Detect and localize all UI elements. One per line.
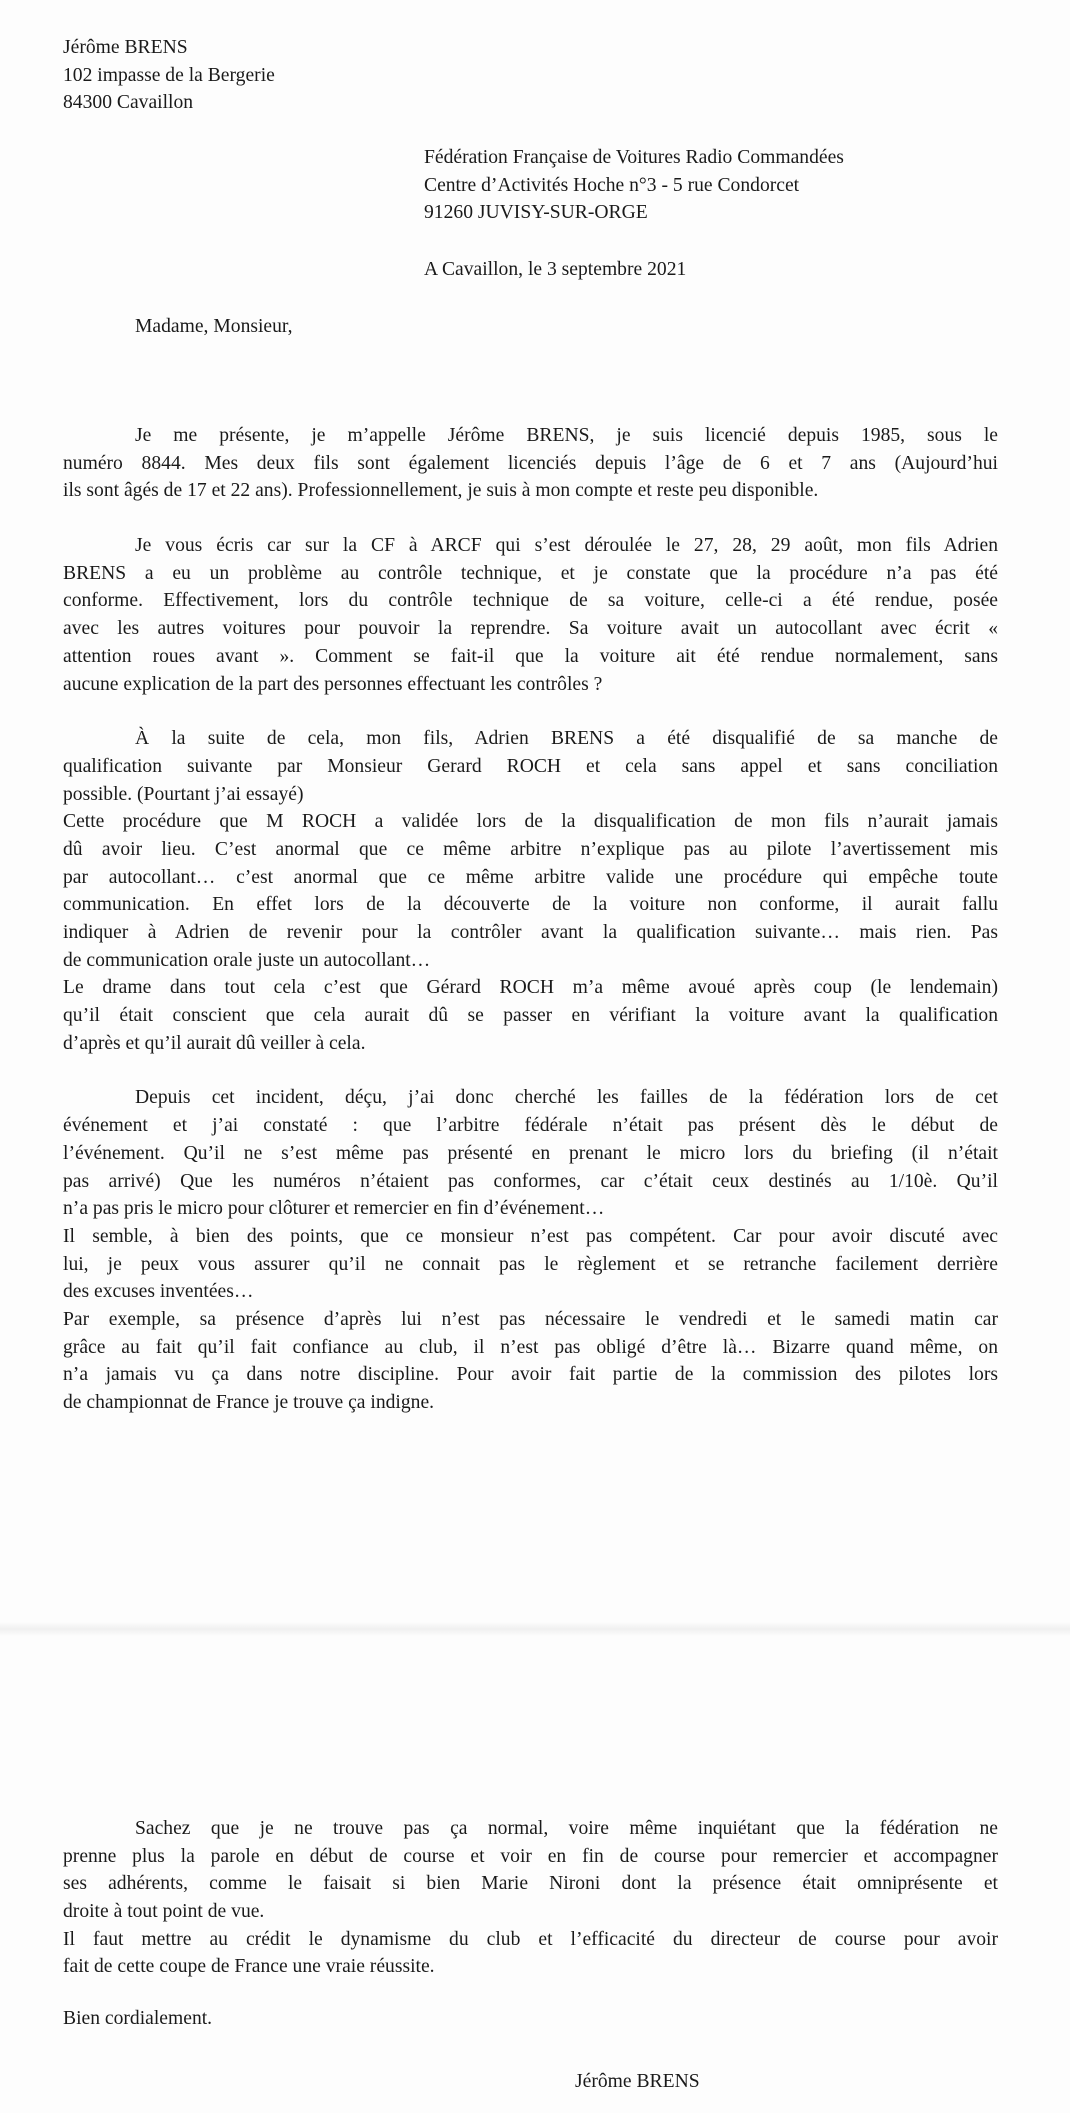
text-line: Par exemple, sa présence d’après lui n’est pas nécessaire le vendredi et le samedi matin car <box>63 1308 998 1330</box>
text-line: fait de cette coupe de France une vraie réussite. <box>63 1956 435 1978</box>
text-line: n’a pas pris le micro pour clôturer et remercier en fin d’événement… <box>63 1198 605 1220</box>
text-line: Je me présente, je m’appelle Jérôme BRENS, je suis licencié depuis 1985, sous le <box>135 425 998 446</box>
text-line: avec les autres voitures pour pouvoir la reprendre. Sa voiture avait un autocollant avec écrit « <box>63 618 998 640</box>
text-line: conforme. Effectivement, lors du contrôle technique de sa voiture, celle-ci a été rendue, posée <box>63 590 998 612</box>
text-line: ses adhérents, comme le faisait si bien Marie Nironi dont la présence était omniprésente et <box>63 1873 998 1895</box>
text-line: d’après et qu’il aurait dû veiller à cela. <box>63 1032 366 1054</box>
paragraph <box>63 422 998 505</box>
recipient-street: Centre d’Activités Hoche n°3 - 5 rue Condorcet <box>424 174 800 196</box>
paragraph <box>63 974 998 1057</box>
text-line: pas arrivé) Que les numéros n’étaient pas conformes, car c’était ceux destinés au 1/10è. Qu’il <box>63 1170 998 1192</box>
recipient-city: 91260 JUVISY-SUR-ORGE <box>424 202 648 224</box>
page-divider <box>0 1622 1070 1636</box>
signature-text: Jérôme BRENS <box>575 2071 700 2092</box>
closing-text: Bien cordialement. <box>63 2008 213 2029</box>
text-line: aucune explication de la part des personnes effectuant les contrôles ? <box>63 673 603 695</box>
text-line: Le drame dans tout cela c’est que Gérard ROCH m’a même avoué après coup (le lendemain) <box>63 977 998 999</box>
text-line: Sachez que je ne trouve pas ça normal, voire même inquiétant que la fédération ne <box>135 1818 998 1839</box>
text-line: indiquer à Adrien de revenir pour la contrôler avant la qualification suivante… mais rien. Pas <box>63 922 998 943</box>
date-text: A Cavaillon, le 3 septembre 2021 <box>424 259 687 280</box>
text-line: possible. (Pourtant j’ai essayé) <box>63 783 304 805</box>
text-line: l’événement. Qu’il ne s’est même pas présenté en prenant le micro lors du briefing (il n’était <box>63 1142 998 1164</box>
paragraph <box>63 1815 998 1926</box>
text-line: droite à tout point de vue. <box>63 1901 265 1923</box>
text-line: dû avoir lieu. C’est anormal que ce même arbitre n’explique pas au pilote l’avertissement mis <box>63 838 998 860</box>
date-line <box>424 256 686 284</box>
text-line: de communication orale juste un autocollant… <box>63 949 431 971</box>
recipient-org: Fédération Française de Voitures Radio Commandées <box>424 147 844 168</box>
sender-street: 102 impasse de la Bergerie <box>63 64 275 86</box>
text-line: des excuses inventées… <box>63 1281 254 1303</box>
recipient-address <box>424 144 844 227</box>
paragraph <box>63 808 998 974</box>
text-line: attention roues avant ». Comment se fait-il que la voiture ait été rendue normalement, sans <box>63 645 998 667</box>
paragraph <box>63 1084 998 1222</box>
signature <box>575 2068 700 2096</box>
text-line: Il semble, à bien des points, que ce monsieur n’est pas compétent. Car pour avoir discuté avec <box>63 1225 998 1247</box>
text-line: Cette procédure que M ROCH a validée lors de la disqualification de mon fils n’aurait jamais <box>63 811 998 833</box>
paragraph <box>63 532 998 698</box>
text-line: communication. En effet lors de la découverte de la voiture non conforme, il aurait fallu <box>63 894 998 916</box>
closing <box>63 2005 212 2033</box>
page2-body <box>63 1815 998 1981</box>
text-line: Je vous écris car sur la CF à ARCF qui s’est déroulée le 27, 28, 29 août, mon fils Adrien <box>135 535 998 557</box>
text-line: par autocollant… c’est anormal que ce même arbitre valide une procédure qui empêche toute <box>63 866 998 888</box>
text-line: lui, je peux vous assurer qu’il ne connait pas le règlement et se retranche facilement derrière <box>63 1253 998 1275</box>
paragraph <box>63 725 998 808</box>
text-line: ils sont âgés de 17 et 22 ans). Professionnellement, je suis à mon compte et reste peu disponible. <box>63 480 819 502</box>
paragraph <box>63 1223 998 1306</box>
text-line: Il faut mettre au crédit le dynamisme du club et l’efficacité du directeur de course pour avoir <box>63 1928 998 1950</box>
text-line: grâce au fait qu’il fait confiance au club, il n’est pas obligé d’être là… Bizarre quand même, on <box>63 1336 998 1358</box>
paragraph <box>63 1926 998 1981</box>
text-line: prenne plus la parole en début de course et voir en fin de course pour remercier et accompagner <box>63 1845 998 1867</box>
text-line: qualification suivante par Monsieur Gerard ROCH et cela sans appel et sans conciliation <box>63 755 998 777</box>
salutation <box>135 313 293 341</box>
sender-name: Jérôme BRENS <box>63 37 188 58</box>
sender-city: 84300 Cavaillon <box>63 92 194 114</box>
text-line: BRENS a eu un problème au contrôle technique, et je constate que la procédure n’a pas été <box>63 562 998 584</box>
text-line: numéro 8844. Mes deux fils sont également licenciés depuis l’âge de 6 et 7 ans (Aujourd’hui <box>63 452 998 474</box>
paragraph <box>63 1306 998 1417</box>
text-line: Depuis cet incident, déçu, j’ai donc cherché les failles de la fédération lors de cet <box>135 1087 998 1109</box>
page1-body <box>63 422 998 1417</box>
text-line: qu’il était conscient que cela aurait dû se passer en vérifiant la voiture avant la qualification <box>63 1005 998 1027</box>
text-line: événement et j’ai constaté : que l’arbitre fédérale n’était pas présent dès le début de <box>63 1115 998 1137</box>
text-line: n’a jamais vu ça dans notre discipline. Pour avoir fait partie de la commission des pilotes lors <box>63 1364 998 1386</box>
salutation-text: Madame, Monsieur, <box>135 316 293 337</box>
sender-address <box>63 34 275 117</box>
text-line: À la suite de cela, mon fils, Adrien BRENS a été disqualifié de sa manche de <box>135 728 998 750</box>
text-line: de championnat de France je trouve ça indigne. <box>63 1392 435 1413</box>
